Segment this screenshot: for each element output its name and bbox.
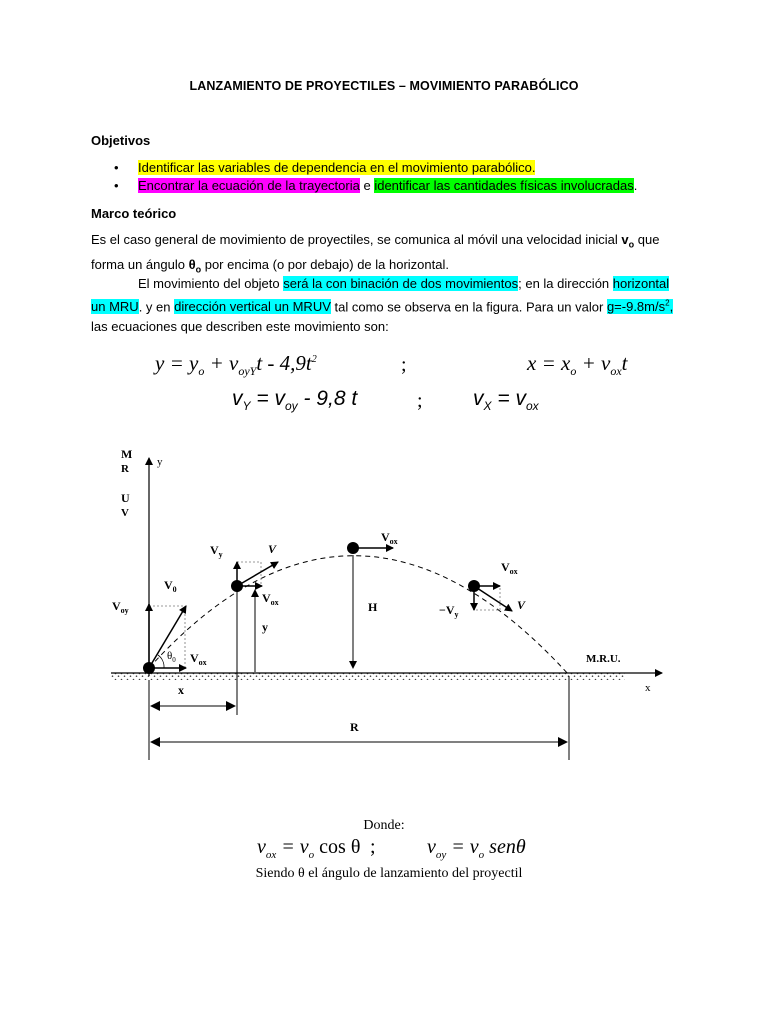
eq-part: = v	[276, 836, 309, 858]
mru-label: M.R.U.	[586, 653, 621, 665]
eq-part: x = x	[527, 351, 571, 375]
eq-part: = v	[446, 836, 479, 858]
vox-label-rising: $V_{ox}$	[262, 591, 279, 607]
eq-sub: ox	[610, 364, 622, 379]
eq-part: y = y	[155, 351, 199, 375]
eq-part: v	[232, 387, 243, 410]
x-dimension-label: x	[178, 683, 184, 697]
objective-2c: identificar las cantidades físicas involucradas	[374, 178, 634, 193]
formula-separator: ;	[370, 836, 376, 858]
eq-sub: Y	[242, 399, 251, 414]
p1-theta: θ	[188, 256, 196, 272]
objective-2b: e	[359, 178, 375, 193]
y-axis-label: y	[157, 456, 163, 468]
v-label-desc: V	[517, 598, 526, 612]
equation-separator: ;	[401, 354, 407, 376]
theory-heading: Marco teórico	[91, 206, 177, 221]
v-vector-desc	[474, 586, 512, 611]
y-dimension-label: y	[262, 620, 268, 634]
eq-sub: o	[478, 849, 485, 861]
eq-sup: 2	[311, 354, 317, 365]
p1-text-end: que	[634, 232, 660, 247]
p2-highlight-4: dirección vertical un MRUV	[174, 299, 331, 315]
p2-highlight-1: será la con binación de dos movimientos	[283, 276, 519, 291]
eq-part: senθ	[484, 836, 526, 858]
eq-sub: X	[483, 399, 492, 414]
mruv-label-u: U	[121, 491, 130, 505]
eq-sub: oy	[435, 849, 447, 861]
point4	[468, 580, 480, 592]
eq-part: v	[427, 836, 436, 858]
p1-v0-sub: o	[628, 239, 635, 250]
eq-part: v	[257, 836, 266, 858]
eq-part: + v	[204, 351, 239, 375]
r-label: R	[350, 720, 359, 734]
eq-part: t - 4,9t	[256, 351, 312, 375]
p1-v0: v	[621, 232, 629, 247]
figure-caption: Siendo θ el ángulo de lanzamiento del proyectil	[255, 866, 523, 881]
p2-gravity-comma: ,	[669, 299, 674, 315]
point2	[231, 580, 243, 592]
p1-text: Es el caso general de movimiento de proyectiles, se comunica al móvil una velocidad inicial	[91, 232, 622, 247]
document-title: LANZAMIENTO DE PROYECTILES – MOVIMIENTO PARABÓLICO	[189, 79, 579, 93]
eq-part: cos θ	[314, 836, 361, 858]
p2-highlight-3: un MRU	[91, 299, 139, 315]
v-label-rising: V	[268, 542, 277, 556]
eq-part: v	[473, 387, 484, 410]
p1-text-2-end: por encima (o por debajo) de la horizontal.	[201, 256, 449, 272]
objective-2d: .	[633, 178, 638, 193]
theta0-label: $\theta_0$	[167, 650, 176, 664]
launch-point	[143, 662, 155, 674]
donde-label: Donde:	[363, 818, 405, 833]
eq-part: = v	[491, 387, 526, 410]
eq-sub: oy	[284, 399, 298, 414]
vox-formula	[257, 836, 360, 861]
theta-arc	[158, 655, 164, 668]
vox-label-launch: $V_{ox}$	[190, 651, 207, 667]
p2-text: El movimiento del objeto	[138, 276, 284, 291]
eq-part: t	[621, 351, 628, 375]
voy-label: $V_{oy}$	[112, 599, 129, 615]
p1-theta-sub: o	[195, 264, 202, 275]
mruv-label-m: M	[121, 447, 133, 461]
h-label: H	[368, 600, 378, 614]
eq-part: - 9,8 t	[297, 387, 358, 410]
v0-label: $V_0$	[164, 578, 177, 594]
eq-sub: o	[198, 364, 205, 379]
p2-text-4: tal como se observa en la figura. Para un valor	[330, 299, 607, 315]
p2-text-5: las ecuaciones que describen este movimiento son:	[91, 319, 389, 335]
bullet-icon: •	[114, 160, 119, 175]
eq-sub: o	[570, 364, 577, 379]
apex-point	[347, 542, 359, 554]
objective-1: Identificar las variables de dependencia en el movimiento parabólico.	[138, 160, 536, 175]
eq-sub: ox	[265, 849, 277, 861]
eq-sub: o	[308, 849, 315, 861]
x-axis-label: x	[645, 682, 651, 694]
bullet-icon: •	[114, 178, 119, 193]
vox-label-desc: $V_{ox}$	[501, 560, 518, 576]
p1-text-2: forma un ángulo	[91, 256, 189, 272]
vy-label: $V_y$	[210, 543, 223, 559]
eq-sub: ox	[525, 399, 539, 414]
voy-formula	[427, 836, 526, 861]
p2-text-3: . y en	[138, 299, 175, 315]
p2-highlight-2: horizontal	[612, 276, 670, 291]
vox-label-apex: $V_{ox}$	[381, 530, 398, 546]
objective-2a: Encontrar la ecuación de la trayectoria	[138, 178, 360, 193]
equation-separator: ;	[417, 390, 423, 412]
p2-gravity-exp: 2	[665, 299, 670, 308]
p2-gravity: g=-9.8m/s	[606, 299, 666, 315]
eq-part: = v	[250, 387, 285, 410]
p2-text-2: ; en la dirección	[518, 276, 613, 291]
neg-vy-label: $-V_y$	[439, 603, 459, 619]
eq-part: + v	[576, 351, 611, 375]
objectives-heading: Objetivos	[91, 133, 151, 148]
mruv-label-r: R	[121, 463, 129, 475]
mruv-label-v: V	[121, 507, 129, 519]
eq-sub: oyY	[238, 364, 257, 379]
